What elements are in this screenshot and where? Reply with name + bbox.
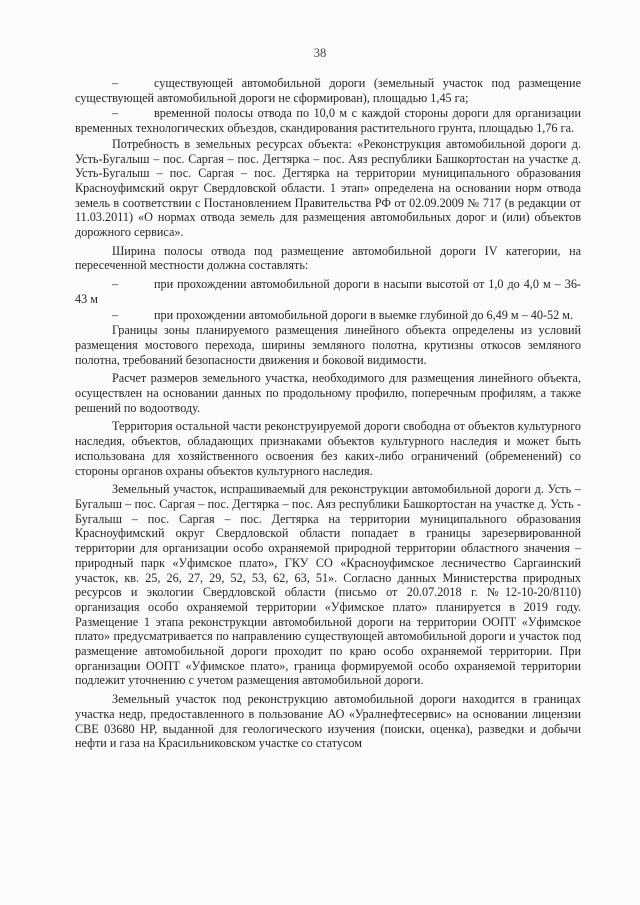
dash-bullet: – [112,277,119,292]
paragraph-text: Ширина полосы отвода под размещение автомобильной дороги IV категории, на пересеченной местности должна составлять: [75,243,581,273]
paragraph-text: Границы зоны планируемого размещения линейного объекта определены из условий размещения мостового перехода, ширины земляного полотна, крутизны откосов земляного полотна, требований безопасности движения и боковой видимости. [75,323,581,367]
list-item [75,277,581,306]
paragraph [75,323,581,367]
paragraph-text: Земельный участок под реконструкцию автомобильной дороги находится в границах участка недр, предоставленного в пользование АО «Уралнефтесервис» на основании лицензии СВЕ 03680 НР, выданной для геологического изучения (поиски, оценка), разведки и добычи нефти и газа на Красильниковском участке со статусом [75,692,581,751]
paragraph-text: при прохождении автомобильной дороги в выемке глубиной до 6,49 м – 40-52 м. [154,307,574,322]
paragraph-text: Потребность в земельных ресурсах объекта: «Реконструкция автомобильной дороги д. Усть-Бугалыш – пос. Саргая – пос. Дегтярка – пос. Аяз республики Башкортостан на участке д. Усть-Бугалыш – пос. Саргая – пос. Дегтярка на территории муниципального образования Красноуфимский округ Свердловской области. 1 этап» определена на основании норм отвода земель в соответствии с Постановлением Правительства РФ от 02.09.2009 № 717 (в редакции от 11.03.2011) «О нормах отвода земель для размещения автомобильных дорог и (или) объектов дорожного сервиса». [75,136,581,240]
dash-bullet: – [112,76,119,90]
document-body [75,76,581,755]
paragraph-text: временной полосы отвода по 10,0 м с каждой стороны дороги для организации временных технологических объездов, скандирования растительного грунта, площадью 1,76 га. [75,106,581,136]
paragraph [75,244,581,273]
list-item [75,308,581,323]
paragraph [75,137,581,240]
dash-bullet: – [112,106,119,121]
paragraph-text: Расчет размеров земельного участка, необходимого для размещения линейного объекта, осуществлен на основании данных по продольному профилю, поперечным профилям, а также решений по водоотводу. [75,371,581,415]
paragraph [75,692,581,751]
dash-bullet: – [112,307,119,322]
list-item [75,106,581,135]
paragraph [75,371,581,415]
paragraph-text: Земельный участок, испрашиваемый для реконструкции автомобильной дороги д. Усть – Бугалыш – пос. Саргая – пос. Дегтярка – пос. Аяз республики Башкортостан на участке д. Усть - Бугалыш – пос. Саргая – пос. Дегтярка на территории муниципального образования Красноуфимский округ Свердловской области попадает в границы зарезервированной территории для организации особо охраняемой природной территории областного значения – природный парк «Уфимское плато», ГКУ СО «Красноуфимское лесничество Саргаинский участок, кв. 25, 26, 27, 29, 52, 53, 62, 63, 51». Согласно данных Министерства природных ресурсов и экологии Свердловской области (письмо от 20.07.2018 г. №12-10-20/8110) организация особо охраняемой территории «Уфимское плато» планируется в 2019 году. Размещение 1 этапа реконструкции автомобильной дороги на территории ООПТ «Уфимское плато» предусматривается по направлению существующей автомобильной дороги и участок под размещение автомобильной дороги проходит по краю особо охраняемой территории. При организации ООПТ «Уфимское плато», граница формируемой особо охраняемой территории подлежит уточнению с учетом размещения автомобильной дороги. [75,482,581,688]
paragraph [75,419,581,478]
list-item [75,76,581,105]
page-number: 38 [313,46,327,60]
paragraph-text: существующей автомобильной дороги (земельный участок под размещение существующей автомобильной дороги не сформирован), площадью 1,45 га; [75,76,581,105]
paragraph-text: Территория остальной части реконструируемой дороги свободна от объектов культурного наследия, объектов, обладающих признаками объектов культурного наследия и может быть использована для хозяйственного освоения без каких-либо ограничений (обременений) со стороны органов охраны объектов культурного наследия. [75,419,581,478]
paragraph [75,482,581,688]
paragraph-text: при прохождении автомобильной дороги в насыпи высотой от 1,0 до 4,0 м – 36-43 м [75,277,581,306]
